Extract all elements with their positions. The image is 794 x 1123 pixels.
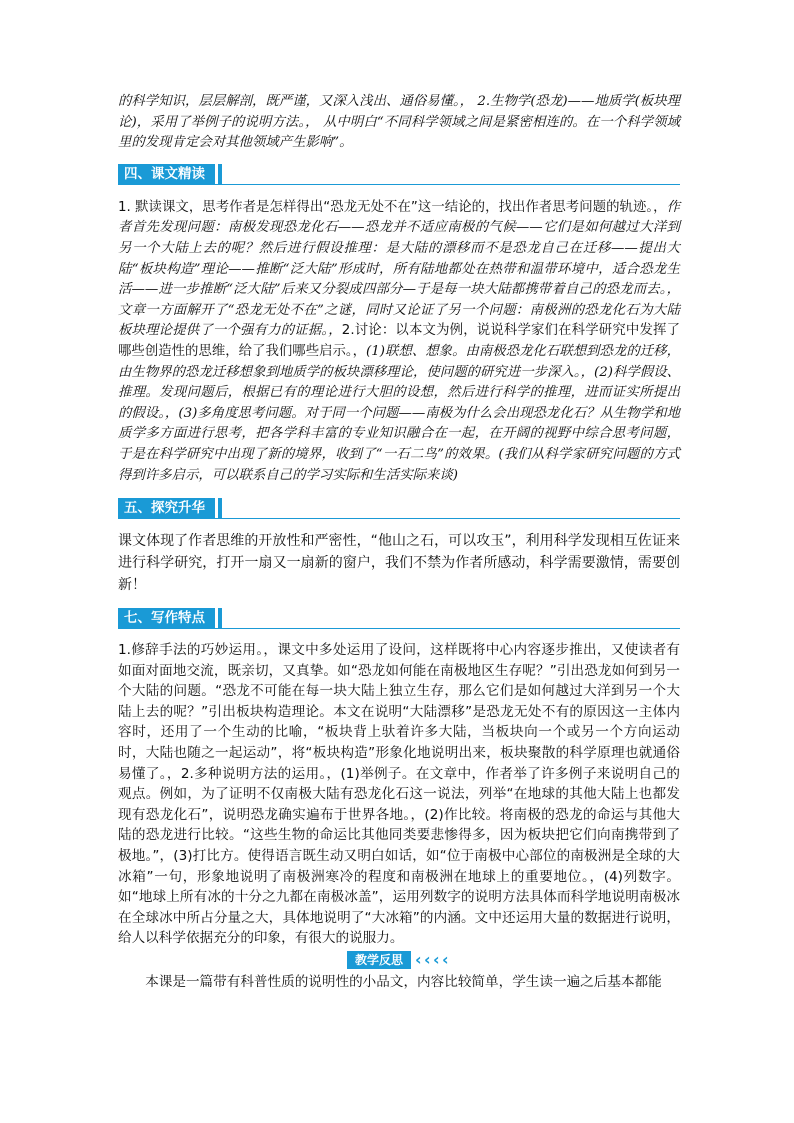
answer-1: 作者首先发现问题：南极发现恐龙化石——恐龙并不适应南极的气候——它们是如何越过大洋到另一个大陆上去的呢？然后进行假设推理：是大陆的漂移而不是恐龙自己在迁移——提出大陆“板块构造”理论——推断“泛大陆”形成时，所有陆地都处在热带和温带环境中，适合恐龙生活——进一步推断“泛大陆”后来又分裂成四部分—于是每一块大陆都携带着自己的恐龙而去。，文章一方面解开了“恐龙无处不在”之谜，同时又论证了另一个问题：南极洲的恐龙化石为大陆板块理论提供了一个强有力的证据。， [118, 199, 680, 339]
reflection-heading [118, 951, 680, 969]
reflection-paragraph: 本课是一篇带有科普性质的说明性的小品文，内容比较简单，学生读一遍之后基本都能 [145, 974, 662, 990]
question-2: 2.讨论：以本文为例，说说科学家们在科学研究中发挥了哪些创造性的思维，给了我们哪些启示。， [118, 323, 680, 359]
close-reading-paragraph [118, 198, 680, 486]
section-heading-explore [118, 498, 680, 518]
chevrons-icon: ‹ ‹ ‹ ‹ [415, 950, 449, 969]
section-stripe [218, 498, 222, 518]
intro-paragraph: 的科学知识，层层解剖，既严谨，又深入浅出、通俗易懂。， 2.生物学(恐龙)——地质学(板块理论)，采用了举例子的说明方法。， 从中明白“不同科学领域之间是紧密相连的。在一个科学领域里的发现肯定会对其他领域产生影响”。 [118, 94, 680, 151]
section-underline [118, 628, 680, 629]
section-underline [118, 518, 680, 519]
section-heading-writing [118, 608, 680, 628]
section-underline [118, 184, 680, 185]
section-stripe [218, 608, 222, 628]
section-heading-close-reading [118, 164, 680, 184]
document-page [118, 92, 680, 993]
writing-paragraph: 1.修辞手法的巧妙运用。，课文中多处运用了设问，这样既将中心内容逐步推出，又使读者有如面对面地交流，既亲切，又真挚。如“恐龙如何能在南极地区生存呢？”引出恐龙如何到另一个大陆的问题。“恐龙不可能在每一块大陆上独立生存，那么它们是如何越过大洋到另一个大陆上去的呢？”引出板块构造理论。本文在说明“大陆漂移”是恐龙无处不有的原因这一主体内容时，还用了一个生动的比喻，“板块背上驮着许多大陆，当板块向一个或另一个方向运动时，大陆也随之一起运动”，将“板块构造”形象化地说明出来，板块聚散的科学原理也就通俗易懂了。，2.多种说明方法的运用。，(1)举例子。在文章中，作者举了许多例子来说明自己的观点。例如，为了证明不仅南极大陆有恐龙化石这一说法，列举“在地球的其他大陆上也都发现有恐龙化石”，说明恐龙确实遍布于世界各地。，(2)作比较。将南极的恐龙的命运与其他大陆的恐龙进行比较。“这些生物的命运比其他同类要悲惨得多，因为板块把它们向南携带到了极地。”，(3)打比方。使得语言既生动又明白如话，如“位于南极中心部位的南极洲是全球的大冰箱”一句，形象地说明了南极洲寒冷的程度和南极洲在地球上的重要地位。，(4)列数字。如“地球上所有冰的十分之九都在南极冰盖”，运用列数字的说明方法具体而科学地说明南极冰在全球冰中所占分量之大，具体地说明了“大冰箱”的内涵。文中还运用大量的数据进行说明，给人以科学依据充分的印象，有很大的说服力。 [118, 642, 680, 947]
section-stripe [218, 164, 222, 184]
section-title: 五、探究升华 [118, 498, 215, 518]
explore-paragraph: 课文体现了作者思维的开放性和严密性，“他山之石，可以攻玉”，利用科学发现相互佐证来进行科学研究，打开一扇又一扇新的窗户，我们不禁为作者所感动，科学需要激情，需要创新！ [118, 533, 680, 594]
question-1: 1. 默读课文，思考作者是怎样得出“恐龙无处不在”这一结论的，找出作者思考问题的轨迹。， [118, 199, 667, 215]
reflection-title: 教学反思 [347, 951, 411, 969]
section-title: 七、写作特点 [118, 608, 215, 628]
answer-2: (1)联想、想象。由南极恐龙化石联想到恐龙的迁移，由生物界的恐龙迁移想象到地质学的板块漂移理论，使问题的研究进一步深入。，(2)科学假设、推理。发现问题后，根据已有的理论进行大胆的设想，然后进行科学的推理，进而证实所提出的假设。，(3)多角度思考问题。对于同一个问题——南极为什么会出现恐龙化石？从生物学和地质学多方面进行思考，把各学科丰富的专业知识融合在一起，在开阔的视野中综合思考问题，于是在科学研究中出现了新的境界，收到了“一石二鸟”的效果。(我们从科学家研究问题的方式得到许多启示，可以联系自己的学习实际和生活实际来谈) [118, 343, 680, 483]
section-title: 四、课文精读 [118, 164, 215, 184]
